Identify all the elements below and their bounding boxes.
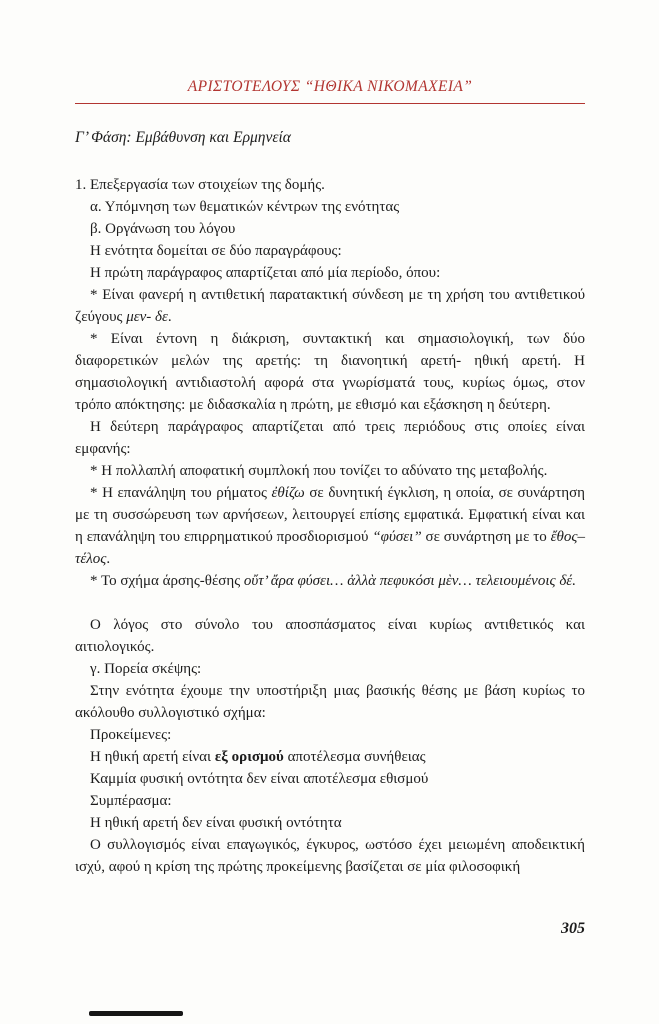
text-run: .: [106, 551, 111, 567]
text-run: ἐθίζω: [271, 485, 305, 501]
paragraph: [75, 240, 585, 262]
paragraph: [75, 460, 585, 482]
text-run: εξ ορισμού: [214, 749, 284, 765]
text-run: * Είναι έντονη η διάκριση, συντακτική και σημασιολογική, των δύο διαφορετικών μελών της αρετής: τη διανοητική αρετή- ηθική αρετή. Η σημασιολογική αντιδιαστολή αφορά στα γνωρίσματά τους, κυρίως όμως, στον τρόπο απόκτησης: με διδασκαλία η πρώτη, με εθισμό και εξάσκηση η δεύτερη.: [75, 331, 585, 413]
text-run: 1. Επεξεργασία των στοιχείων της δομής.: [75, 177, 325, 193]
paragraph: [75, 746, 585, 768]
paragraph: [75, 174, 585, 196]
text-run: .: [167, 309, 172, 325]
text-run: Η πρώτη παράγραφος απαρτίζεται από μία περίοδο, όπου:: [90, 265, 441, 281]
header-rule: [75, 103, 585, 104]
paragraph: [75, 768, 585, 790]
text-run: * Η πολλαπλή αποφατική συμπλοκή που τονίζει το αδύνατο της μεταβολής.: [90, 463, 548, 479]
page-number: 305: [561, 920, 585, 937]
paragraph: [75, 218, 585, 240]
text-run: Η ηθική αρετή είναι: [90, 749, 215, 765]
text-run: Ο λόγος στο σύνολο του αποσπάσματος είναι κυρίως αντιθετικός και αιτιολογικός.: [75, 617, 585, 655]
text-run: * Είναι φανερή η αντιθετική παρατακτική σύνδεση με τη χρήση του αντιθετικού ζεύγους: [75, 287, 585, 325]
text-run: Προκείμενες:: [90, 727, 172, 743]
paragraph: [75, 196, 585, 218]
text-run: Η ηθική αρετή δεν είναι φυσική οντότητα: [90, 815, 342, 831]
paragraph: [75, 658, 585, 680]
text-run: μεν- δε: [126, 309, 168, 325]
paragraph: [75, 416, 585, 460]
text-run: Η δεύτερη παράγραφος απαρτίζεται από τρεις περιόδους στις οποίες είναι εμφανής:: [75, 419, 585, 457]
running-header-title: ΑΡΙΣΤΟΤΕΛΟΥΣ “ΗΘΙΚΑ ΝΙΚΟΜΑΧΕΙΑ”: [187, 78, 473, 95]
paragraph: [75, 328, 585, 416]
text-run: οὔτ’ ἄρα φύσει… ἀλλὰ πεφυκόσι μὲν… τελειουμένοις δέ.: [243, 573, 576, 589]
paragraph: [75, 614, 585, 658]
paragraph: [75, 262, 585, 284]
text-run: * Η επανάληψη του ρήματος: [90, 485, 272, 501]
paragraph: [75, 680, 585, 724]
section-heading: Γ’ Φάση: Εμβάθυνση και Ερμηνεία: [75, 129, 291, 146]
text-run: β. Οργάνωση του λόγου: [90, 221, 236, 237]
paragraph: [75, 834, 585, 878]
text-run: αποτέλεσμα συνήθειας: [283, 749, 426, 765]
paragraph: [75, 284, 585, 328]
paragraph: [75, 790, 585, 812]
paragraph: [75, 570, 585, 592]
paragraph: [75, 812, 585, 834]
paragraph: [75, 482, 585, 570]
text-run: ἔθος–τέλος: [75, 529, 585, 567]
text-run: * Το σχήμα άρσης-θέσης: [90, 573, 244, 589]
body-text: [75, 174, 585, 878]
running-header: [75, 78, 585, 104]
text-run: Ο συλλογισμός είναι επαγωγικός, έγκυρος, ωστόσο έχει μειωμένη αποδεικτική ισχύ, αφού η κρίση της πρώτης προκείμενης βασίζεται σε μία φιλοσοφική: [75, 837, 585, 875]
text-run: σε συνάρτηση με το: [421, 529, 551, 545]
text-run: Συμπέρασμα:: [90, 793, 172, 809]
text-run: Καμμία φυσική οντότητα δεν είναι αποτέλεσμα εθισμού: [90, 771, 429, 787]
paragraph: [75, 724, 585, 746]
scan-artifact: [89, 1011, 183, 1016]
text-run: σε δυνητική έγκλιση, η οποία, σε συνάρτηση με τη συσσώρευση των αρνήσεων, λειτουργεί επίσης εμφατικά. Εμφατική είναι και η επανάληψη του επιρρηματικού προσδιορισμού: [75, 485, 586, 545]
text-run: γ. Πορεία σκέψης:: [90, 661, 202, 677]
text-run: Η ενότητα δομείται σε δύο παραγράφους:: [90, 243, 342, 259]
text-run: “φύσει”: [372, 529, 422, 545]
text-run: Στην ενότητα έχουμε την υποστήριξη μιας βασικής θέσης με βάση κυρίως το ακόλουθο συλλογιστικό σχήμα:: [75, 683, 585, 721]
text-run: α. Υπόμνηση των θεματικών κέντρων της ενότητας: [90, 199, 400, 215]
